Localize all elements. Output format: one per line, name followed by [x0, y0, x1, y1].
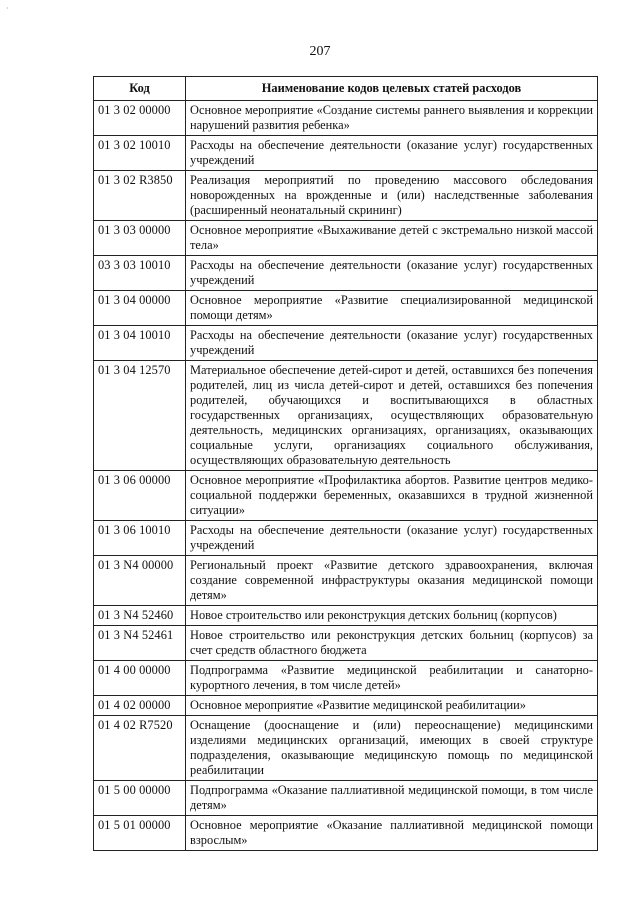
row-code: 01 3 02 10010	[94, 136, 186, 171]
row-code: 01 3 02 R3850	[94, 171, 186, 221]
table-row	[94, 101, 598, 136]
row-code: 01 3 N4 52461	[94, 626, 186, 661]
row-name: Реализация мероприятий по проведению массового обследования новорожденных на врожденные и (или) наследственные заболевания (расширенный неонатальный скрининг)	[186, 171, 598, 221]
row-code: 01 3 04 10010	[94, 326, 186, 361]
row-code: 01 4 02 00000	[94, 696, 186, 716]
row-name: Подпрограмма «Оказание паллиативной медицинской помощи, в том числе детям»	[186, 781, 598, 816]
row-name: Основное мероприятие «Оказание паллиативной медицинской помощи взрослым»	[186, 816, 598, 851]
code-column-header: Код	[94, 77, 186, 101]
row-code: 01 3 04 12570	[94, 361, 186, 471]
row-name: Подпрограмма «Развитие медицинской реабилитации и санаторно-курортного лечения, в том числе детей»	[186, 661, 598, 696]
row-name: Расходы на обеспечение деятельности (оказание услуг) государственных учреждений	[186, 521, 598, 556]
row-code: 01 4 02 R7520	[94, 716, 186, 781]
table-row	[94, 521, 598, 556]
table-row	[94, 291, 598, 326]
table-row	[94, 471, 598, 521]
table-row	[94, 781, 598, 816]
table-row	[94, 326, 598, 361]
row-code: 01 3 06 00000	[94, 471, 186, 521]
target-expense-codes-table	[93, 76, 598, 851]
row-code: 01 5 00 00000	[94, 781, 186, 816]
row-name: Расходы на обеспечение деятельности (оказание услуг) государственных учреждений	[186, 256, 598, 291]
row-code: 01 3 02 00000	[94, 101, 186, 136]
row-code: 01 3 N4 00000	[94, 556, 186, 606]
row-name: Расходы на обеспечение деятельности (оказание услуг) государственных учреждений	[186, 326, 598, 361]
row-name: Основное мероприятие «Создание системы раннего выявления и коррекции нарушений развития ребенка»	[186, 101, 598, 136]
name-column-header: Наименование кодов целевых статей расходов	[186, 77, 598, 101]
table-row	[94, 556, 598, 606]
table-row	[94, 661, 598, 696]
row-name: Региональный проект «Развитие детского здравоохранения, включая создание современной инфраструктуры оказания медицинской помощи детям»	[186, 556, 598, 606]
table-row	[94, 606, 598, 626]
row-code: 01 3 06 10010	[94, 521, 186, 556]
row-name: Основное мероприятие «Развитие специализированной медицинской помощи детям»	[186, 291, 598, 326]
row-name: Новое строительство или реконструкция детских больниц (корпусов)	[186, 606, 598, 626]
corner-mark: ·	[6, 4, 9, 13]
page-number: 207	[309, 44, 331, 59]
table-row	[94, 361, 598, 471]
row-name: Основное мероприятие «Выхаживание детей с экстремально низкой массой тела»	[186, 221, 598, 256]
row-code: 01 3 N4 52460	[94, 606, 186, 626]
row-name: Основное мероприятие «Развитие медицинской реабилитации»	[186, 696, 598, 716]
table-row	[94, 716, 598, 781]
row-code: 01 4 00 00000	[94, 661, 186, 696]
row-name: Основное мероприятие «Профилактика абортов. Развитие центров медико-социальной поддержки беременных, оказавшихся в трудной жизненной ситуации»	[186, 471, 598, 521]
table-row	[94, 221, 598, 256]
table-header-row	[94, 77, 598, 101]
table-row	[94, 816, 598, 851]
row-name: Новое строительство или реконструкция детских больниц (корпусов) за счет средств областного бюджета	[186, 626, 598, 661]
row-name: Материальное обеспечение детей-сирот и детей, оставшихся без попечения родителей, лиц из числа детей-сирот и детей, оставшихся без попечения родителей, обучающихся и воспитывающихся в областных государственных организациях, осуществляющих образовательную деятельность, медицинских организациях, организациях, оказывающих социальные услуги, организациях социального обслуживания, осуществляющих образовательную деятельность	[186, 361, 598, 471]
row-name: Расходы на обеспечение деятельности (оказание услуг) государственных учреждений	[186, 136, 598, 171]
table-row	[94, 696, 598, 716]
table-row	[94, 136, 598, 171]
row-code: 01 3 03 00000	[94, 221, 186, 256]
row-code: 03 3 03 10010	[94, 256, 186, 291]
table-row	[94, 626, 598, 661]
row-code: 01 3 04 00000	[94, 291, 186, 326]
row-code: 01 5 01 00000	[94, 816, 186, 851]
row-name: Оснащение (дооснащение и (или) переоснащение) медицинскими изделиями медицинских организаций, имеющих в своей структуре подразделения, оказывающие медицинскую помощь по медицинской реабилитации	[186, 716, 598, 781]
table-row	[94, 171, 598, 221]
table-row	[94, 256, 598, 291]
